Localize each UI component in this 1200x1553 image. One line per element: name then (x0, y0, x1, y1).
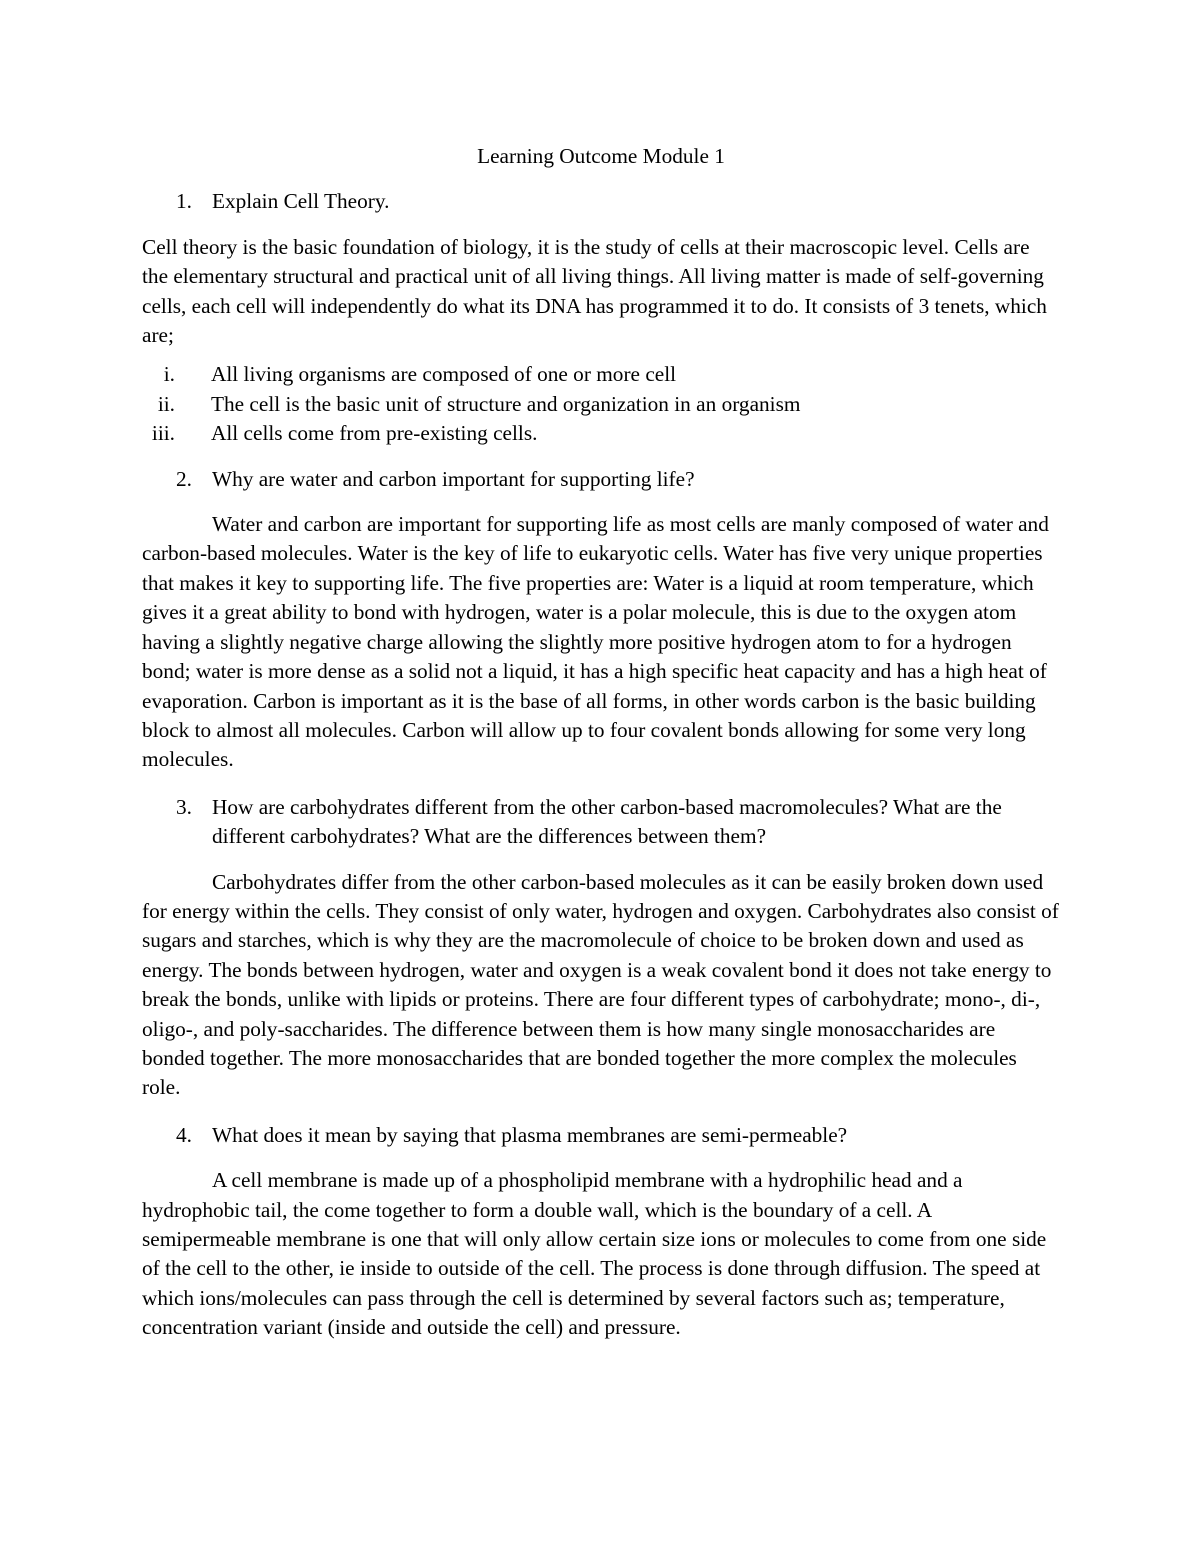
answer-2: Water and carbon are important for supporting life as most cells are manly composed of water and carbon-based molecules. Water is the key of life to eukaryotic cells. Water has five very unique properties that makes it key to supporting life. The five properties are: Water is a liquid at room temperature, which gives it a great ability to bond with hydrogen, water is a polar molecule, this is due to the oxygen atom having a slightly negative charge allowing the slightly more positive hydrogen atom to for a hydrogen bond; water is more dense as a solid not a liquid, it has a high specific heat capacity and has a high heat of evaporation. Carbon is important as it is the base of all forms, in other words carbon is the basic building block to almost all molecules. Carbon will allow up to four covalent bonds allowing for some very long molecules. (142, 512, 1049, 772)
list-item (142, 360, 1060, 389)
list-item (142, 390, 1060, 419)
question-3 (142, 793, 1060, 852)
question-1 (142, 187, 1060, 216)
list-item (142, 419, 1060, 448)
question-4-text: What does it mean by saying that plasma membranes are semi-permeable? (212, 1122, 848, 1147)
document-title: Learning Outcome Module 1 (477, 144, 725, 168)
list-numeral: ii. (157, 391, 175, 416)
question-1-number: 1. (176, 189, 192, 214)
question-2-number: 2. (176, 466, 192, 491)
answer-1: Cell theory is the basic foundation of biology, it is the study of cells at their macroscopic level. Cells are the elementary structural and practical unit of all living things. All living matter is made of self-governing cells, each cell will independently do what its DNA has programmed it to do. It consists of 3 tenets, which are; (142, 234, 1047, 348)
question-2-text: Why are water and carbon important for supporting life? (212, 466, 695, 491)
question-3-text: How are carbohydrates different from the other carbon-based macromolecules? What are the different carbohydrates? What are the differences between them? (212, 794, 1002, 849)
list-text: All cells come from pre-existing cells. (211, 421, 538, 446)
question-2 (142, 465, 1060, 494)
list-text: All living organisms are composed of one or more cell (211, 362, 677, 387)
cell-theory-tenets (142, 360, 1060, 448)
question-4-number: 4. (176, 1122, 192, 1147)
document-page (142, 142, 1060, 1343)
list-text: The cell is the basic unit of structure and organization in an organism (211, 391, 801, 416)
question-1-text: Explain Cell Theory. (212, 189, 390, 214)
question-3-number: 3. (176, 794, 192, 819)
answer-4: A cell membrane is made up of a phospholipid membrane with a hydrophilic head and a hydrophobic tail, the come together to form a double wall, which is the boundary of a cell. A semipermeable membrane is one that will only allow certain size ions or molecules to come from one side of the cell to the other, ie inside to outside of the cell. The process is done through diffusion. The speed at which ions/molecules can pass through the cell is determined by several factors such as; temperature, concentration variant (inside and outside the cell) and pressure. (142, 1168, 1047, 1340)
list-numeral: i. (163, 362, 175, 387)
answer-3: Carbohydrates differ from the other carbon-based molecules as it can be easily broken down used for energy within the cells. They consist of only water, hydrogen and oxygen. Carbohydrates also consist of sugars and starches, which is why they are the macromolecule of choice to be broken down and used as energy. The bonds between hydrogen, water and oxygen is a weak covalent bond it does not take energy to break the bonds, unlike with lipids or proteins. There are four different types of carbohydrate; mono-, di-, oligo-, and poly-saccharides. The difference between them is how many single monosaccharides are bonded together. The more monosaccharides that are bonded together the more complex the molecules role. (142, 869, 1059, 1100)
list-numeral: iii. (151, 421, 175, 446)
question-4 (142, 1121, 1060, 1150)
